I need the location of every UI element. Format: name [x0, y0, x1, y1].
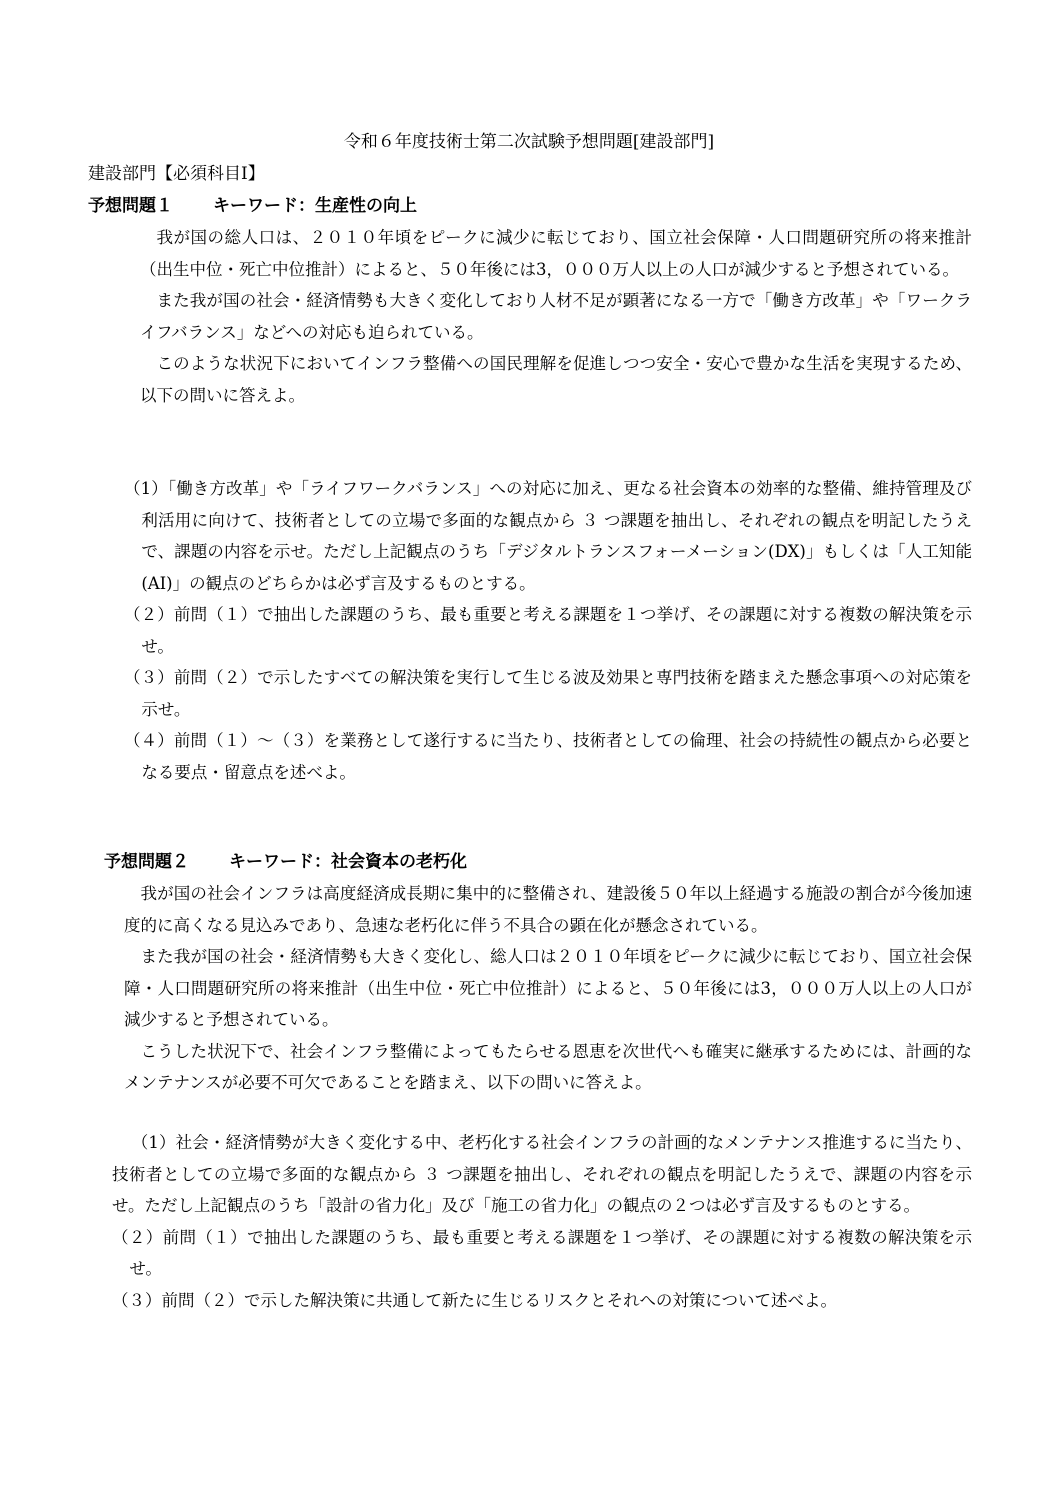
problem-2-questions	[112, 1127, 972, 1316]
problem-1-paragraph: また我が国の社会・経済情勢も大きく変化しており人材不足が顕著になる一方で「働き方改革」や「ワークライフバランス」などへの対応も迫られている。	[140, 291, 972, 342]
problem-2-question: （２）前問（１）で抽出した課題のうち、最も重要と考える課題を１つ挙げ、その課題に対する複数の解決策を示せ。	[112, 1227, 972, 1278]
problem-1-intro	[140, 222, 972, 411]
document-title: 令和６年度技術士第二次試験予想問題[建設部門]	[343, 132, 715, 152]
problem-2-keyword: キーワード：社会資本の老朽化	[229, 852, 467, 872]
problem-2-paragraph: 我が国の社会インフラは高度経済成長期に集中的に整備され、建設後５０年以上経過する施設の割合が今後加速度的に高くなる見込みであり、急速な老朽化に伴う不具合の顕在化が懸念されている。	[124, 884, 972, 935]
problem-2-heading	[104, 848, 467, 876]
problem-1-question: （４）前問（１）～（３）を業務として遂行するに当たり、技術者としての倫理、社会の持続性の観点から必要となる要点・留意点を述べよ。	[124, 731, 972, 782]
problem-2-question: （1）社会・経済情勢が大きく変化する中、老朽化する社会インフラの計画的なメンテナンス推進するに当たり、技術者としての立場で多面的な観点から ３ つ課題を抽出し、それぞれの観点を明記したうえで、課題の内容を示せ。ただし上記観点のうち「設計の省力化」及び「施工の省力化」の観点の２つは必ず言及するものとする。	[112, 1133, 972, 1215]
problem-1-question: （２）前問（１）で抽出した課題のうち、最も重要と考える課題を１つ挙げ、その課題に対する複数の解決策を示せ。	[124, 605, 972, 656]
problem-1-question: （３）前問（２）で示したすべての解決策を実行して生じる波及効果と専門技術を踏まえた懸念事項への対応策を示せ。	[124, 668, 972, 719]
problem-1-number: 予想問題１	[88, 196, 173, 216]
problem-2-question: （３）前問（２）で示した解決策に共通して新たに生じるリスクとそれへの対策について述べよ。	[112, 1290, 838, 1310]
problem-2-number: 予想問題２	[104, 852, 189, 872]
problem-1-question: （1）「働き方改革」や「ライフワークバランス」への対応に加え、更なる社会資本の効率的な整備、維持管理及び利活用に向けて、技術者としての立場で多面的な観点から ３ つ課題を抽出し、それぞれの観点を明記したうえで、課題の内容を示せ。ただし上記観点のうち「デジタルトランスフォーメーション(DX)」もしくは「人工知能(AI)」の観点のどちらかは必ず言及するものとする。	[124, 479, 972, 593]
problem-1-keyword: キーワード：生産性の向上	[213, 196, 417, 216]
problem-2-paragraph: また我が国の社会・経済情勢も大きく変化し、総人口は２０１０年頃をピークに減少に転じており、国立社会保障・人口問題研究所の将来推計（出生中位・死亡中位推計）によると、５０年後には3，０００万人以上の人口が減少すると予想されている。	[124, 947, 972, 1029]
problem-1-questions	[124, 473, 972, 788]
problem-1-paragraph: 我が国の総人口は、２０１０年頃をピークに減少に転じており、国立社会保障・人口問題研究所の将来推計（出生中位・死亡中位推計）によると、５０年後には3，０００万人以上の人口が減少すると予想されている。	[140, 228, 972, 279]
problem-1-paragraph: このような状況下においてインフラ整備への国民理解を促進しつつ安全・安心で豊かな生活を実現するため、以下の問いに答えよ。	[140, 354, 972, 405]
section-label: 建設部門【必須科目Ⅰ】	[88, 164, 265, 184]
problem-1-heading	[88, 192, 417, 220]
problem-2-paragraph: こうした状況下で、社会インフラ整備によってもたらせる恩恵を次世代へも確実に継承するためには、計画的なメンテナンスが必要不可欠であることを踏まえ、以下の問いに答えよ。	[124, 1041, 972, 1092]
problem-2-intro	[124, 878, 972, 1099]
